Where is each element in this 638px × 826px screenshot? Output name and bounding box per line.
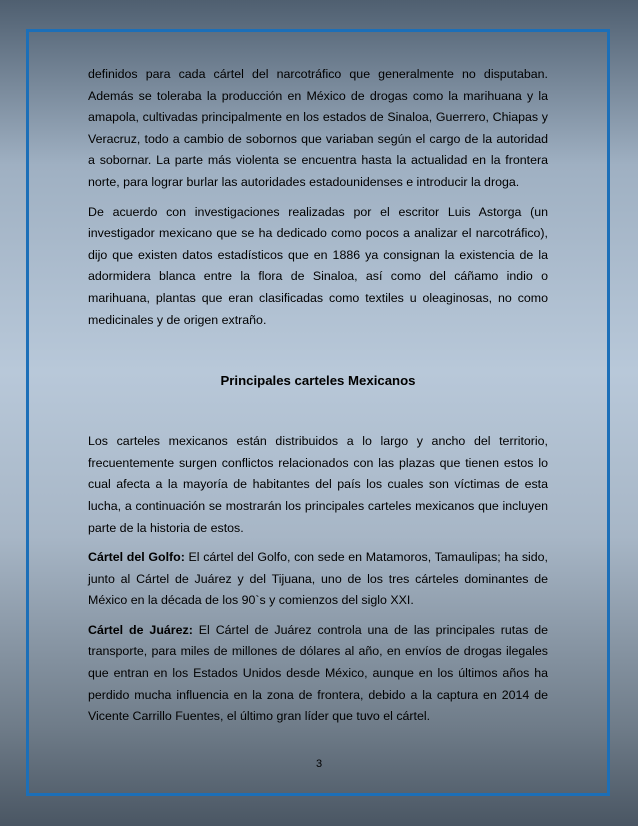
cartel-juarez-paragraph xyxy=(88,620,548,728)
section-heading: Principales carteles Mexicanos xyxy=(220,373,416,389)
paragraph-1: definidos para cada cártel del narcotráfico que generalmente no disputaban. Además se toleraba la producción en México de drogas como la marihuana y la amapola, cultivadas principalmente en los estados de Sinaloa, Guerrero, Chiapas y Veracruz, todo a cambio de sobornos que variaban según el cargo de la autoridad a sobornar. La parte más violenta se encuentra hasta la actualidad en la frontera norte, para lograr burlar las autoridades estadounidenses e introducir la droga. xyxy=(88,67,548,189)
document-body xyxy=(88,64,548,728)
paragraph-2: De acuerdo con investigaciones realizadas por el escritor Luis Astorga (un investigador mexicano que se ha dedicado como pocos a analizar el narcotráfico), dijo que existen datos estadísticos que en 1886 ya consignan la existencia de la adormidera blanca entre la flora de Sinaloa, así como del cáñamo indio o marihuana, plantas que eran clasificadas como textiles u oleaginosas, no como medicinales y de origen extraño. xyxy=(88,204,548,327)
intro-paragraph: Los carteles mexicanos están distribuidos a lo largo y ancho del territorio, frecuentemente surgen conflictos relacionados con las plazas que tienen estos lo cual afecta a la mayoría de habitantes del país los cuales son víctimas de esta lucha, a continuación se mostrarán los principales carteles mexicanos que incluyen parte de la historia de estos. xyxy=(88,434,548,535)
cartel-juarez-name: Cártel de Juárez: xyxy=(88,622,193,637)
cartel-golfo-name: Cártel del Golfo: xyxy=(88,550,185,565)
cartel-juarez-text: El Cártel de Juárez controla una de las principales rutas de transporte, para miles de millones de dólares al año, en envíos de drogas ilegales que entran en los Estados Unidos desde México, aunque en los últimos años ha perdido mucha influencia en la zona de frontera, debido a la captura en 2014 de Vicente Carrillo Fuentes, el último gran líder que tuvo el cártel. xyxy=(88,622,548,724)
cartel-golfo-text: El cártel del Golfo, con sede en Matamoros, Tamaulipas; ha sido, junto al Cártel de Juárez y del Tijuana, uno de los tres cárteles dominantes de México en la década de los 90`s y comienzos del siglo XXI. xyxy=(88,550,548,608)
cartel-golfo-paragraph xyxy=(88,547,548,612)
heading-wrapper xyxy=(88,331,548,431)
page-number: 3 xyxy=(315,758,323,770)
